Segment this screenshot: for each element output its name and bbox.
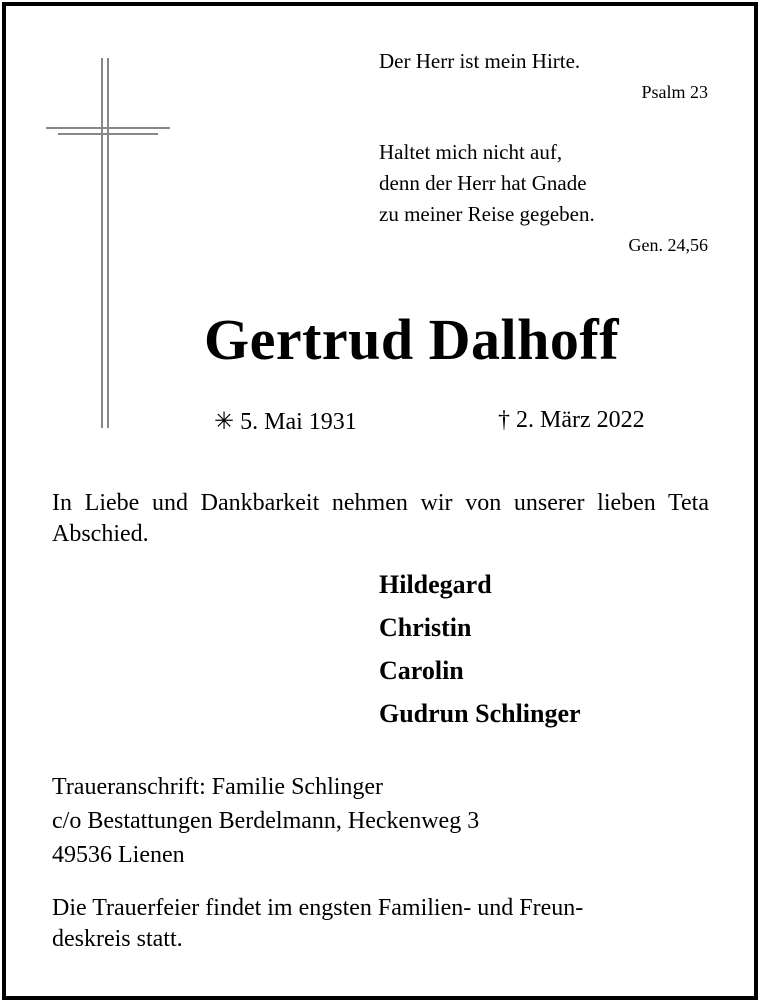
quote-genesis-line-3: zu meiner Reise gegeben. xyxy=(379,202,595,226)
address-line-3: 49536 Lienen xyxy=(52,842,185,868)
address-line-1: Traueranschrift: Familie Schlinger xyxy=(52,774,384,800)
funeral-note xyxy=(52,893,722,955)
mourner-name: Christin xyxy=(379,613,472,642)
death-date-text: 2. März 2022 xyxy=(516,407,645,433)
funeral-note-text xyxy=(52,893,712,955)
farewell-message: In Liebe und Dankbarkeit nehmen wir von unserer lieben Teta Abschied. xyxy=(52,490,709,547)
birth-date-text: 5. Mai 1931 xyxy=(240,409,357,435)
quote-psalm-reference: Psalm 23 xyxy=(641,82,708,102)
death-dagger-icon: † xyxy=(498,407,510,433)
deceased-name: Gertrud Dalhoff xyxy=(204,307,620,372)
quote-genesis-reference: Gen. 24,56 xyxy=(628,235,708,255)
cross-icon xyxy=(46,58,170,428)
mourner-name: Hildegard xyxy=(379,570,492,599)
birth-date xyxy=(214,407,357,436)
quote-genesis-line-1: Haltet mich nicht auf, xyxy=(379,140,563,164)
mourner-name: Carolin xyxy=(379,656,464,685)
quote-psalm-text: Der Herr ist mein Hirte. xyxy=(379,49,581,73)
quote-genesis-line-2: denn der Herr hat Gnade xyxy=(379,171,587,195)
death-date xyxy=(498,407,645,434)
funeral-note-line: Die Trauerfeier findet im engsten Familien- und Freun- xyxy=(52,895,584,921)
birth-star-icon: ✳ xyxy=(214,409,235,435)
mourner-name: Gudrun Schlinger xyxy=(379,699,581,728)
address-line-2: c/o Bestattungen Berdelmann, Heckenweg 3 xyxy=(52,808,480,834)
funeral-note-line: deskreis statt. xyxy=(52,926,183,952)
